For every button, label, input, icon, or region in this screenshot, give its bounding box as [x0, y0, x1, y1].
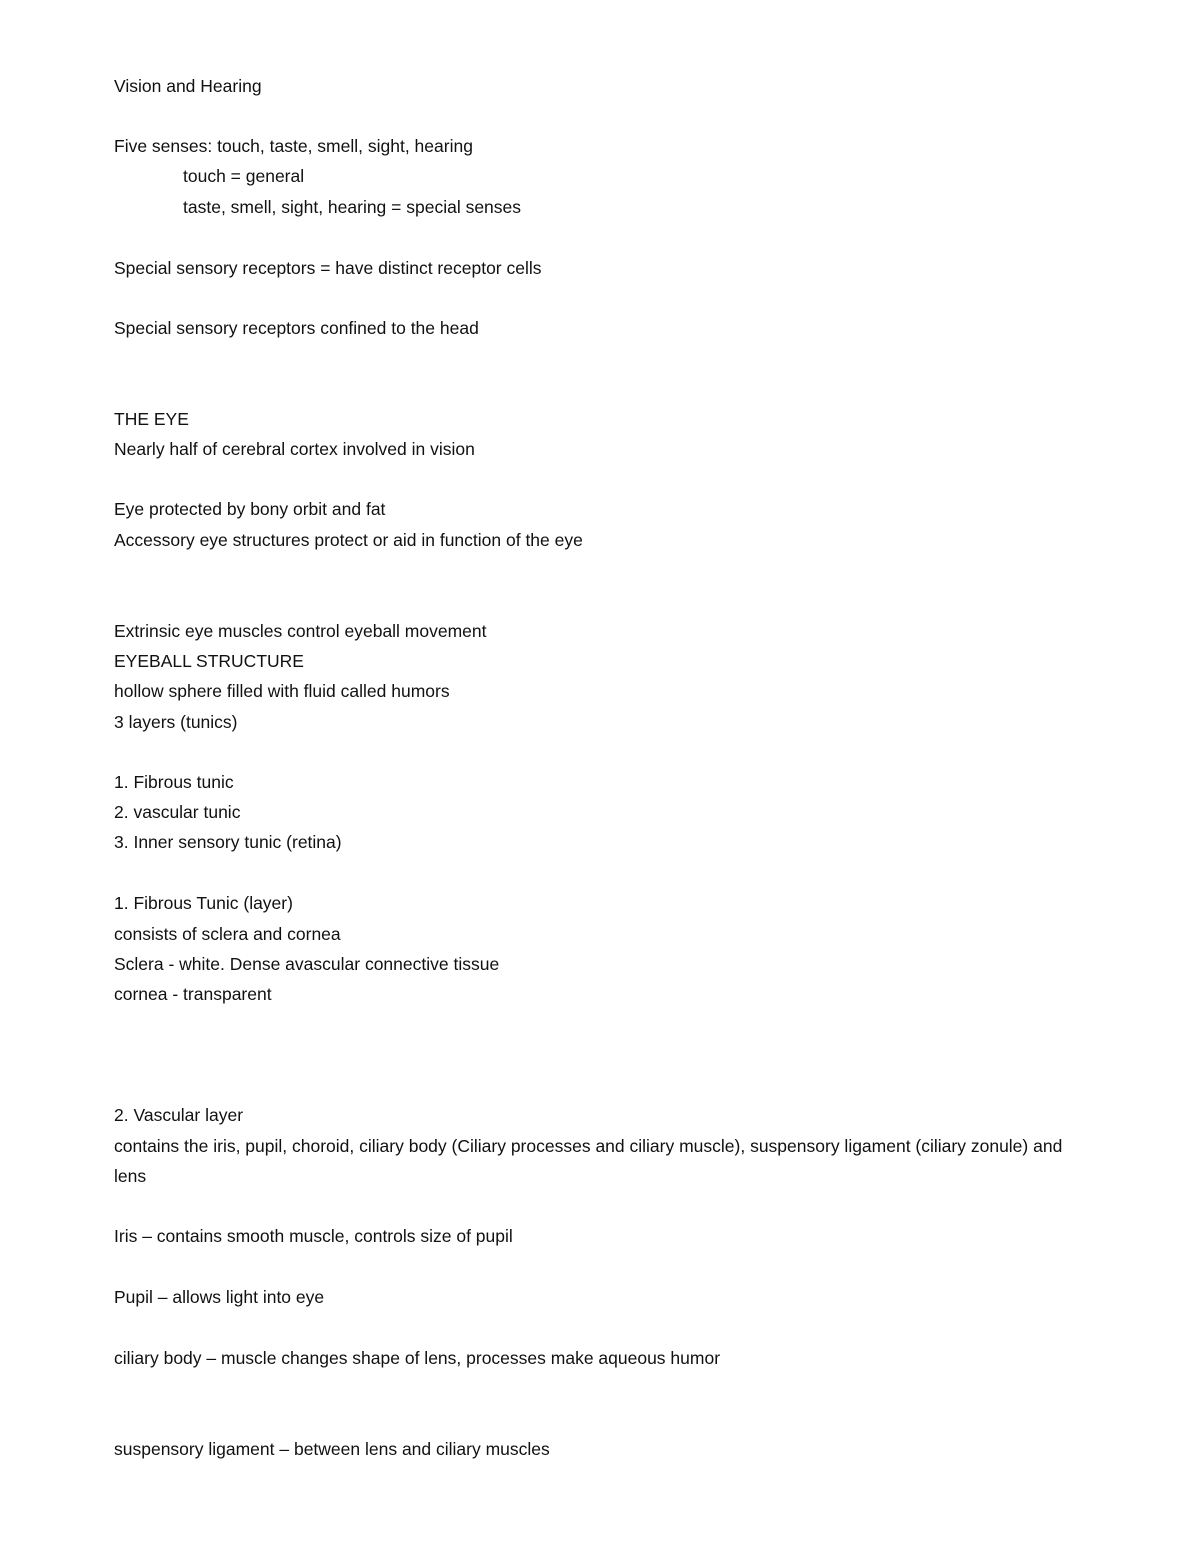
- ciliary-body-line: ciliary body – muscle changes shape of lens, processes make aqueous humor: [114, 1348, 721, 1368]
- list-item: 1. Fibrous tunic: [114, 772, 234, 792]
- touch-general-line: touch = general: [183, 166, 305, 186]
- extrinsic-muscles-line: Extrinsic eye muscles control eyeball movement: [114, 621, 487, 641]
- iris-line: Iris – contains smooth muscle, controls size of pupil: [114, 1226, 513, 1246]
- special-senses-line: taste, smell, sight, hearing = special senses: [183, 197, 522, 217]
- list-item: 3. Inner sensory tunic (retina): [114, 832, 342, 852]
- vascular-layer-heading: 2. Vascular layer: [114, 1105, 244, 1125]
- document-title: Vision and Hearing: [114, 76, 262, 96]
- the-eye-heading: THE EYE: [114, 409, 189, 429]
- eyeball-structure-heading: EYEBALL STRUCTURE: [114, 651, 304, 671]
- fibrous-consists-line: consists of sclera and cornea: [114, 924, 341, 944]
- suspensory-ligament-line: suspensory ligament – between lens and ciliary muscles: [114, 1439, 550, 1459]
- eye-protected-line: Eye protected by bony orbit and fat: [114, 499, 386, 519]
- cortex-vision-line: Nearly half of cerebral cortex involved in vision: [114, 439, 475, 459]
- special-receptors-definition: Special sensory receptors = have distinct receptor cells: [114, 258, 542, 278]
- vascular-contains-paragraph: contains the iris, pupil, choroid, ciliary body (Ciliary processes and ciliary muscle), suspensory ligament (ciliary zonule) and lens: [114, 1136, 1063, 1186]
- fibrous-tunic-heading: 1. Fibrous Tunic (layer): [114, 893, 293, 913]
- cornea-line: cornea - transparent: [114, 984, 272, 1004]
- accessory-structures-line: Accessory eye structures protect or aid in function of the eye: [114, 530, 583, 550]
- sclera-line: Sclera - white. Dense avascular connective tissue: [114, 954, 500, 974]
- three-layers-line: 3 layers (tunics): [114, 712, 238, 732]
- hollow-sphere-line: hollow sphere filled with fluid called humors: [114, 681, 450, 701]
- list-item: 2. vascular tunic: [114, 802, 241, 822]
- five-senses-line: Five senses: touch, taste, smell, sight, hearing: [114, 136, 473, 156]
- special-receptors-head: Special sensory receptors confined to the head: [114, 318, 479, 338]
- pupil-line: Pupil – allows light into eye: [114, 1287, 325, 1307]
